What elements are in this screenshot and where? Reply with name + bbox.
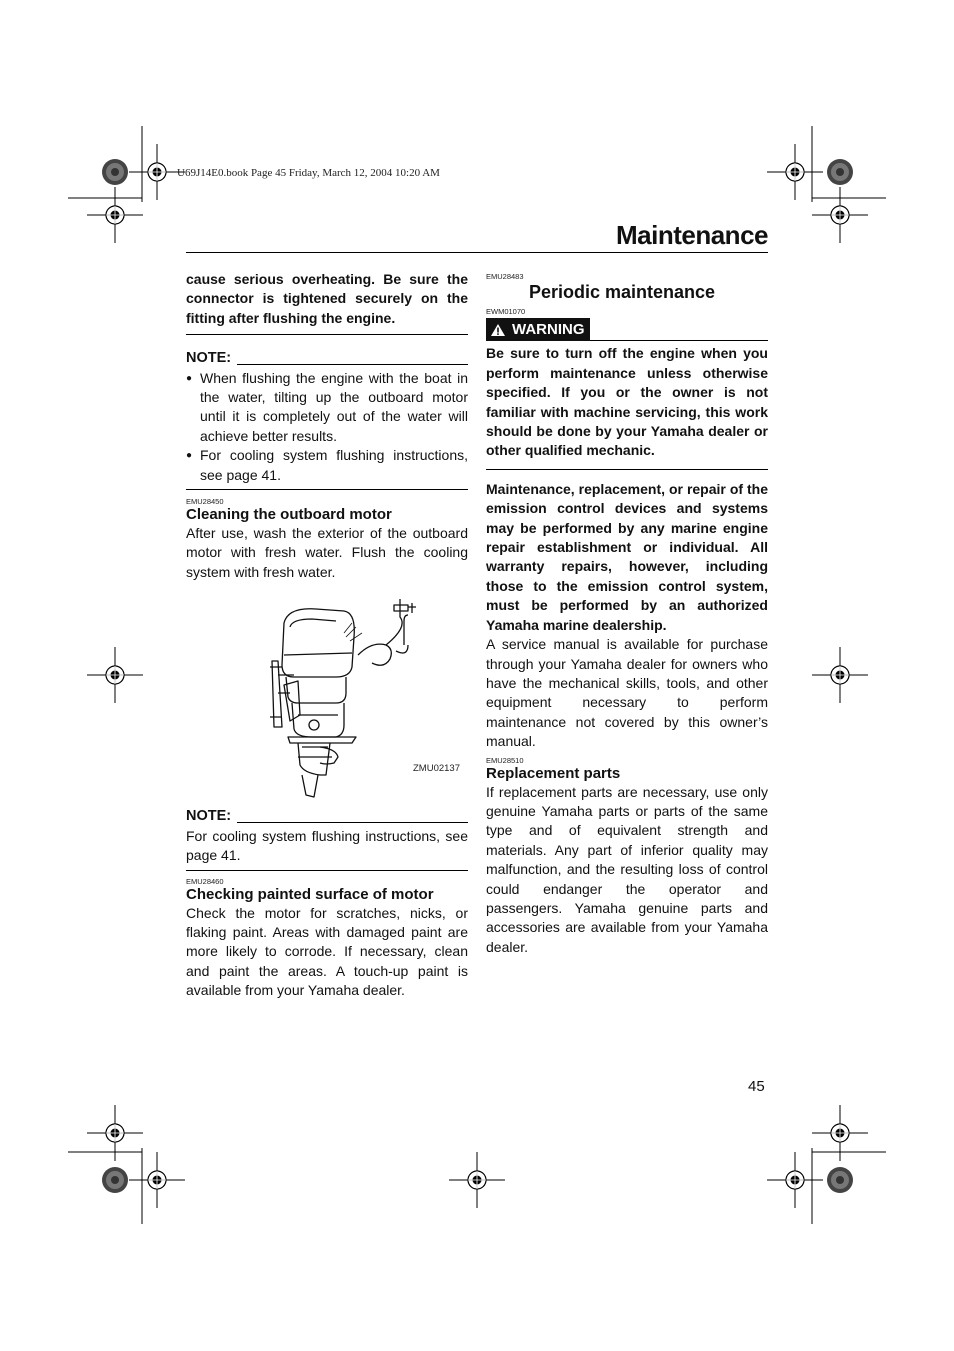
emission-control-text: Maintenance, replacement, or repair of the emission control devices and systems may be performed by any marine engine repair establishment or individual. All warranty repairs, however, including those to the emission control system, must be performed by an authorized Yamaha marine dealership.: [486, 480, 768, 633]
section-code: EMU28483: [486, 272, 524, 281]
overheating-warning-continued: cause serious overheating. Be sure the connector is tightened securely on the fitting after flushing the engine.: [186, 271, 468, 326]
list-item: ● When flushing the engine with the boat in the water, tilting up the outboard motor until it is completely out of the water will achieve better results.: [186, 369, 468, 447]
page-number: 45: [748, 1078, 765, 1095]
title-rule: [186, 252, 768, 253]
section-code: EMU28460: [186, 876, 224, 886]
divider: [186, 489, 468, 490]
warning-heading: [486, 318, 768, 341]
section-title-painted-surface: Checking painted surface of motor: [186, 885, 434, 903]
note-list: [186, 369, 468, 485]
section-title-cleaning: Cleaning the outboard motor: [186, 506, 392, 524]
warning-badge: [486, 318, 590, 341]
section-code: EMU28510: [486, 755, 524, 765]
section-title-periodic-maintenance: Periodic maintenance: [529, 282, 716, 302]
note-label: NOTE:: [186, 808, 232, 825]
note-label: NOTE:: [186, 350, 232, 367]
note-body: For cooling system flushing instructions, see page 41.: [186, 827, 468, 864]
note-heading: [186, 349, 468, 368]
divider: [486, 469, 768, 470]
section-body-painted-surface: Check the motor for scratches, nicks, or flaking paint. Areas with damaged paint are more likely to corrode. If necessary, clean and paint the areas. A touch-up paint is available from your Yamaha dealer.: [186, 904, 468, 999]
list-item: ● For cooling system flushing instructions, see page 41.: [186, 446, 468, 485]
warning-body: Be sure to turn off the engine when you perform maintenance unless otherwise specified. If you or the owner is not familiar with machine servicing, this work should be done by your Yamaha dealer or other qualified mechanic.: [486, 345, 768, 459]
section-body-replacement-parts: If replacement parts are necessary, use only genuine Yamaha parts or parts of the same type and of equivalent strength and materials. Any part of inferior quality may malfunction, and the resulting loss of control could endanger the operator and passengers. Yamaha genuine parts and accessories are available from your Yamaha dealer.: [486, 783, 768, 955]
figure-code: ZMU02137: [413, 763, 460, 775]
section-body-cleaning: After use, wash the exterior of the outboard motor with fresh water. Flush the cooling system with fresh water.: [186, 525, 468, 580]
page-title: Maintenance: [616, 220, 768, 250]
note-heading: [186, 807, 468, 826]
section-code: EMU28450: [186, 497, 224, 507]
left-column: [186, 270, 468, 1001]
section-title-replacement-parts: Replacement parts: [486, 764, 621, 782]
service-manual-text: A service manual is available for purchase through your Yamaha dealer for owners who have the mechanical skills, tools, and other equipment necessary to perform maintenance not covered by this owner’s manual.: [486, 636, 768, 750]
warning-triangle-icon: [490, 323, 506, 337]
right-column: [486, 272, 768, 957]
warning-label: WARNING: [512, 321, 585, 338]
book-info-line: U69J14E0.book Page 45 Friday, March 12, 2004 10:20 AM: [177, 167, 440, 179]
outboard-motor-figure: [186, 597, 468, 802]
divider: [186, 334, 468, 335]
warning-code: EWM01070: [486, 307, 526, 316]
divider: [186, 870, 468, 871]
